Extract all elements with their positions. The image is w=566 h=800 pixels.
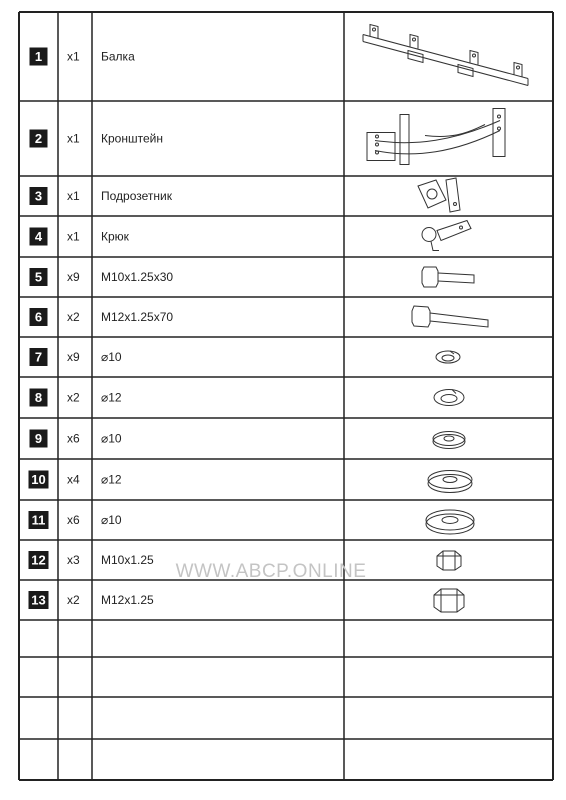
part-row: [30, 306, 489, 327]
parts-table-rows: [29, 25, 529, 613]
part-row: [29, 471, 473, 493]
part-number: 9: [34, 431, 43, 446]
part-number: 4: [34, 229, 43, 244]
part-row: [30, 348, 461, 366]
part-number: 5: [34, 269, 43, 285]
part-number: 13: [31, 592, 46, 608]
part-quantity: x1: [67, 49, 80, 64]
part-name: ⌀12: [101, 390, 122, 405]
part-quantity: x1: [67, 189, 80, 203]
part-quantity: x2: [67, 390, 80, 405]
nut-small-icon: [437, 551, 461, 570]
part-name: Кронштейн: [101, 131, 163, 146]
part-quantity: x2: [67, 593, 80, 607]
part-number: 12: [31, 552, 46, 568]
part-quantity: x4: [67, 472, 80, 487]
part-number: 11: [31, 512, 46, 528]
beam-icon: [363, 25, 528, 86]
part-row: [30, 109, 506, 165]
parts-table-grid: [19, 12, 553, 780]
part-number: 7: [34, 349, 43, 365]
part-quantity: x9: [67, 350, 80, 364]
part-name: M12x1.25: [101, 593, 154, 607]
tow-hook-icon: [422, 221, 471, 251]
part-row: [30, 178, 461, 212]
part-name: M10x1.25: [101, 553, 154, 567]
part-name: ⌀10: [101, 431, 122, 446]
part-row: [30, 430, 466, 449]
watermark: WWW.ABCP.ONLINE: [175, 561, 367, 582]
part-quantity: x6: [67, 431, 80, 446]
part-number: 10: [31, 472, 46, 487]
part-number: 2: [34, 131, 43, 146]
part-row: [30, 25, 529, 86]
part-name: Крюк: [101, 229, 129, 244]
part-name: ⌀10: [101, 513, 122, 527]
part-name: Балка: [101, 49, 135, 64]
flat-washer-medium-icon: [428, 471, 472, 493]
part-row: [30, 221, 472, 251]
part-name: Подрозетник: [101, 189, 172, 203]
part-number: 1: [34, 49, 43, 64]
part-row: [30, 389, 465, 407]
part-quantity: x1: [67, 131, 80, 146]
socket-plate-icon: [418, 178, 460, 212]
part-name: M12x1.25x70: [101, 310, 174, 324]
part-quantity: x9: [67, 270, 80, 284]
bolt-short-icon: [422, 267, 474, 287]
part-name: ⌀12: [101, 472, 122, 487]
part-row: [30, 267, 475, 287]
bracket-icon: [367, 109, 505, 165]
spring-washer-large-icon: [434, 390, 464, 406]
part-quantity: x1: [67, 229, 80, 244]
part-quantity: x3: [67, 553, 80, 567]
part-name: M10x1.25x30: [101, 270, 174, 284]
part-quantity: x6: [67, 513, 80, 527]
spring-washer-small-icon: [436, 351, 460, 363]
part-row: [29, 510, 475, 534]
nut-large-icon: [434, 589, 464, 612]
part-row: [29, 589, 465, 612]
part-name: ⌀10: [101, 350, 122, 364]
bolt-long-icon: [412, 306, 488, 327]
flat-washer-small-icon: [433, 432, 465, 449]
part-number: 6: [34, 309, 43, 325]
part-number: 3: [34, 188, 43, 204]
flat-washer-large-icon: [426, 510, 474, 534]
part-quantity: x2: [67, 310, 80, 324]
part-number: 8: [34, 390, 43, 405]
